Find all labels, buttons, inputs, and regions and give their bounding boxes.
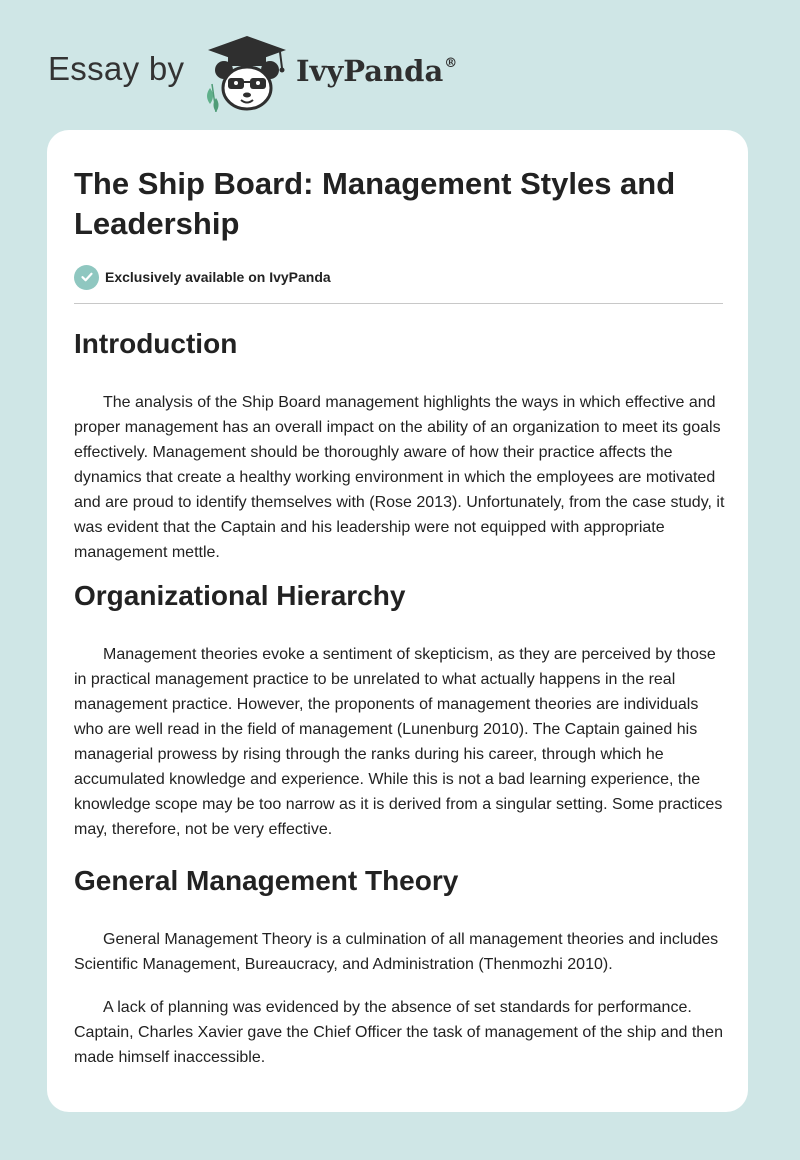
check-icon <box>74 265 99 290</box>
site-header <box>48 30 508 112</box>
section-organizational-hierarchy <box>74 572 726 842</box>
brand-name[interactable]: IvyPanda® <box>296 54 458 88</box>
section-general-management-theory <box>74 857 726 1070</box>
registered-mark: ® <box>444 56 458 71</box>
paragraph: Management theories evoke a sentiment of skepticism, as they are perceived by those in practical management practice to be unrelated to what actually happens in the real management practice. However, the proponents of management theories are individuals who are well read in the field of management (Lunenburg 2010). The Captain gained his managerial prowess by rising through the ranks during his career, through which he accumulated knowledge and experience. While this is not a bad learning experience, the knowledge scope may be too narrow as it is derived from a singular setting. Some practices may, therefore, not be very effective. <box>74 646 723 838</box>
section-heading: Organizational Hierarchy <box>74 580 406 611</box>
divider <box>74 303 723 304</box>
section-heading: Introduction <box>74 328 238 359</box>
article-body <box>74 320 726 1070</box>
essay-by-label: Essay by <box>48 50 185 87</box>
article-title: The Ship Board: Management Styles and Leadership <box>74 166 676 241</box>
article-card <box>47 130 748 1112</box>
exclusive-badge <box>74 264 331 290</box>
section-introduction <box>74 320 726 565</box>
paragraph: General Management Theory is a culmination of all management theories and includes Scientific Management, Bureaucracy, and Administration (Thenmozhi 2010). <box>74 931 719 973</box>
section-heading: General Management Theory <box>74 865 459 896</box>
paragraph: A lack of planning was evidenced by the absence of set standards for performance. Captain, Charles Xavier gave the Chief Officer the task of management of the ship and then made himself inaccessible. <box>74 999 723 1066</box>
exclusive-badge-label: Exclusively available on IvyPanda <box>105 269 331 285</box>
paragraph: The analysis of the Ship Board management highlights the ways in which effective and proper management has an overall impact on the ability of an organization to meet its goals effectively. Management should be thoroughly aware of how their practice affects the dynamics that create a healthy working environment in which the employees are motivated and are proud to identify themselves with (Rose 2013). Unfortunately, from the case study, it was evident that the Captain and his leadership were not equipped with appropriate management mettle. <box>74 394 725 561</box>
panda-graduate-icon[interactable] <box>202 34 292 112</box>
